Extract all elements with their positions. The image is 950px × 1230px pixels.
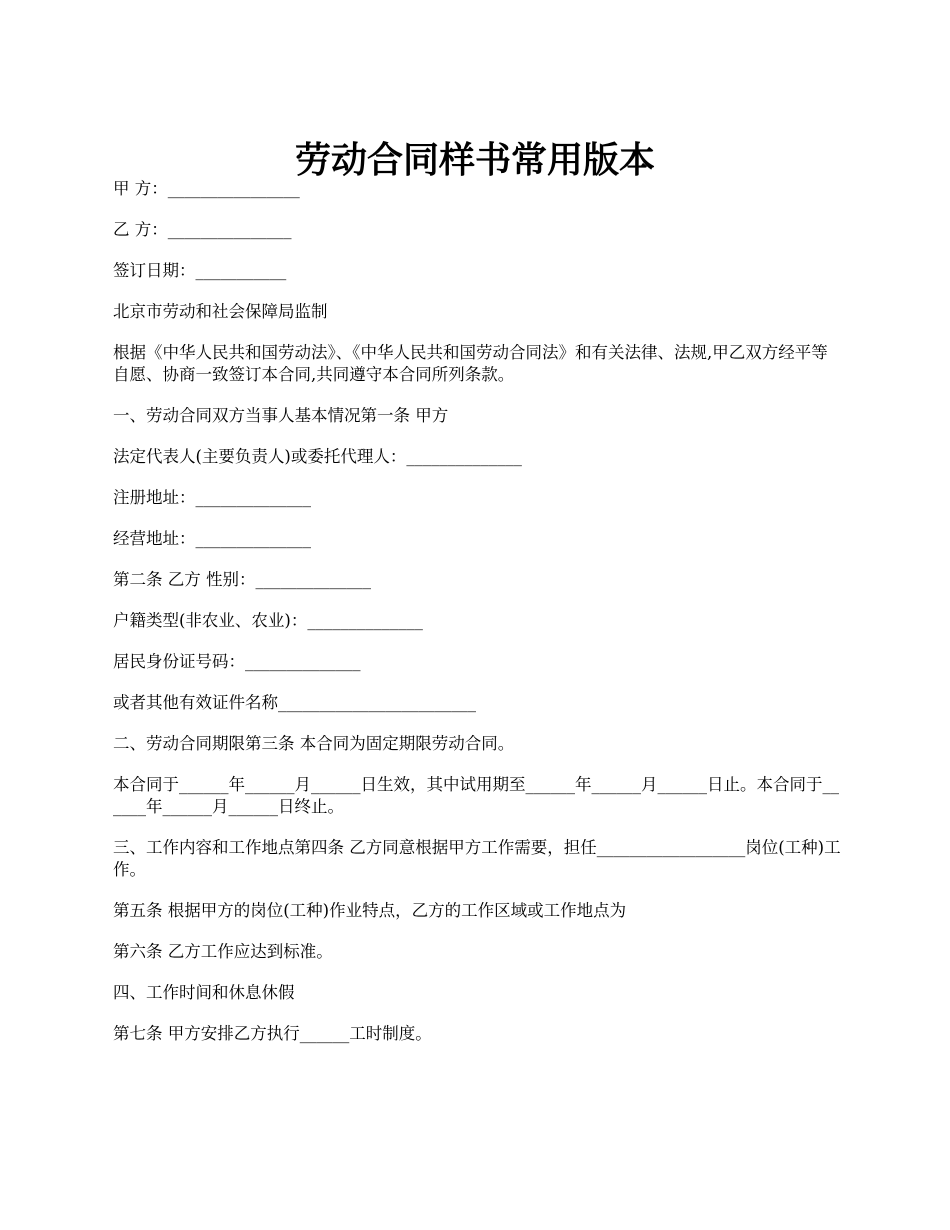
article-6-line: 第六条 乙方工作应达到标准。 bbox=[113, 942, 333, 961]
section-4-heading: 四、工作时间和休息休假 bbox=[113, 983, 295, 1002]
contract-term-paragraph: 本合同于______年______月______日生效，其中试用期至______年______月______日止。本合同于______年______月______日终止。 bbox=[113, 775, 839, 816]
document-title: 劳动合同样书常用版本 bbox=[294, 139, 655, 182]
other-id-line: 或者其他有效证件名称________________________ bbox=[113, 693, 476, 712]
party-a-line: 甲 方：________________ bbox=[113, 179, 300, 198]
article-7-line: 第七条 甲方安排乙方执行______工时制度。 bbox=[113, 1024, 432, 1043]
legal-representative-line: 法定代表人(主要负责人)或委托代理人：______________ bbox=[113, 447, 522, 466]
preamble-paragraph: 根据《中华人民共和国劳动法》、《中华人民共和国劳动合同法》和有关法律、法规,甲乙双方经平等自愿、协商一致签订本合同,共同遵守本合同所列条款。 bbox=[113, 343, 828, 384]
article-5-line: 第五条 根据甲方的岗位(工种)作业特点，乙方的工作区域或工作地点为 bbox=[113, 901, 627, 920]
section-3-heading: 三、工作内容和工作地点第四条 乙方同意根据甲方工作需要，担任__________________岗位(工种)工作。 bbox=[113, 838, 841, 879]
household-type-line: 户籍类型(非农业、农业)：______________ bbox=[113, 611, 423, 630]
section-2-heading: 二、劳动合同期限第三条 本合同为固定期限劳动合同。 bbox=[113, 734, 515, 753]
registered-address-line: 注册地址：______________ bbox=[113, 488, 311, 507]
party-b-line: 乙 方：_______________ bbox=[113, 220, 292, 239]
supervisor-line: 北京市劳动和社会保障局监制 bbox=[113, 302, 328, 321]
signing-date-line: 签订日期：___________ bbox=[113, 261, 287, 280]
article-2-line: 第二条 乙方 性别：______________ bbox=[113, 570, 371, 589]
section-1-heading: 一、劳动合同双方当事人基本情况第一条 甲方 bbox=[113, 406, 449, 425]
id-number-line: 居民身份证号码：______________ bbox=[113, 652, 361, 671]
document-body bbox=[113, 178, 843, 1064]
business-address-line: 经营地址：______________ bbox=[113, 529, 311, 548]
